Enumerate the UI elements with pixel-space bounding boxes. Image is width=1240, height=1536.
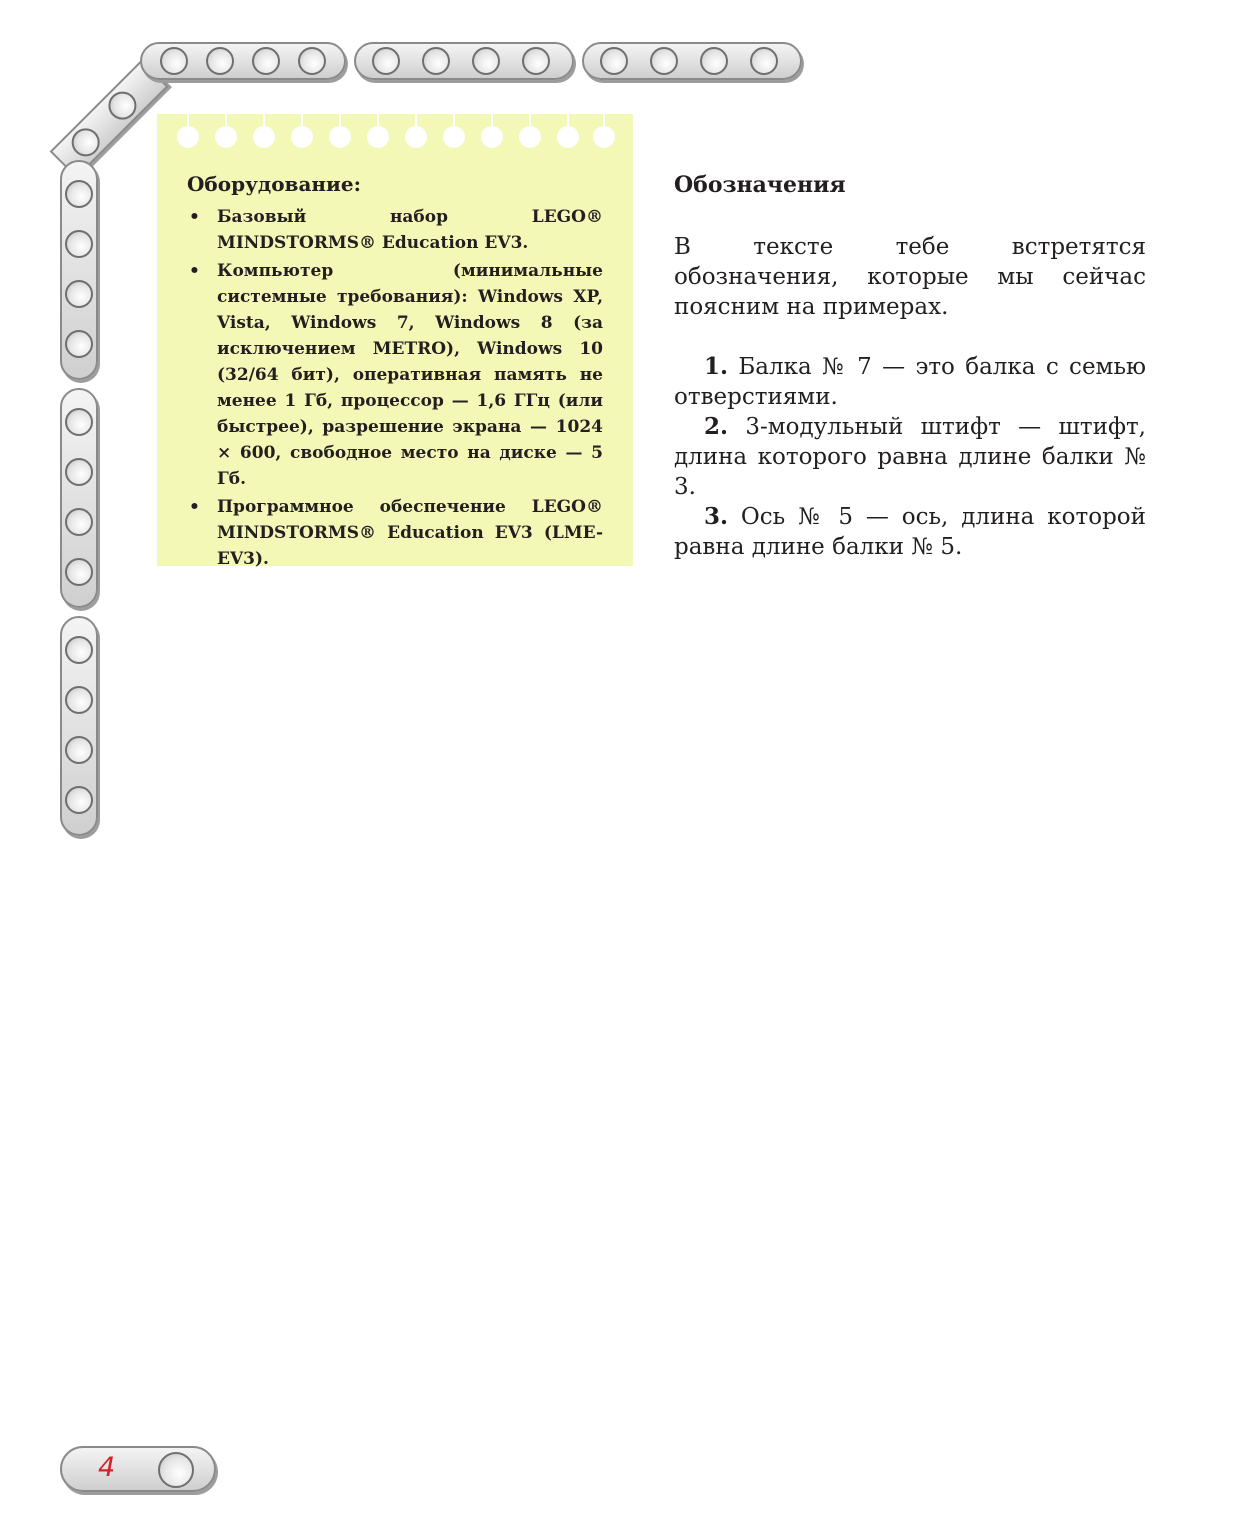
lego-beam-left-2: [60, 388, 98, 608]
definition-number: 2.: [704, 413, 729, 440]
definition-number: 3.: [704, 503, 729, 530]
definitions-list: [674, 352, 1146, 562]
equipment-notepad: [157, 114, 633, 569]
lego-beam-top-1: [140, 42, 346, 80]
lego-beam-top-3: [582, 42, 802, 80]
beam-hole-icon: [65, 686, 93, 714]
notepad-ring-icon: [177, 126, 199, 148]
lego-beam-left-3: [60, 616, 98, 836]
beam-hole-icon: [472, 47, 500, 75]
beam-hole-icon: [65, 230, 93, 258]
beam-hole-icon: [160, 47, 188, 75]
beam-hole-icon: [65, 330, 93, 358]
notepad-ring-icon: [481, 126, 503, 148]
page-number-beam: [60, 1446, 216, 1492]
notepad-ring-icon: [443, 126, 465, 148]
definition-text: 3-модульный штифт — штифт, длина которого равна длине балки № 3.: [674, 414, 1146, 500]
beam-hole-icon: [158, 1452, 194, 1488]
beam-hole-icon: [372, 47, 400, 75]
beam-hole-icon: [600, 47, 628, 75]
beam-hole-icon: [65, 280, 93, 308]
definition-number: 1.: [704, 353, 729, 380]
beam-hole-icon: [252, 47, 280, 75]
beam-hole-icon: [66, 123, 106, 163]
lego-beam-left-1: [60, 160, 98, 380]
beam-hole-icon: [65, 408, 93, 436]
notepad-ring-icon: [291, 126, 313, 148]
notepad-ring-icon: [593, 126, 615, 148]
beam-hole-icon: [700, 47, 728, 75]
beam-hole-icon: [65, 786, 93, 814]
list-item-text: Компьютер (минимальные системные требования): Windows XP, Vista, Windows 7, Windows 8 (за исключением METRO), Windows 10 (32/64 бит), оперативная память не менее 1 Гб, процессор — 1,6 ГГц (или быстрее), разрешение экрана — 1024 × 600, свободное место на диске — 5 Гб.: [217, 261, 603, 489]
notepad-ring-icon: [557, 126, 579, 148]
beam-hole-icon: [103, 86, 143, 126]
definition-item: [674, 502, 1146, 562]
beam-hole-icon: [522, 47, 550, 75]
notepad-ring-icon: [367, 126, 389, 148]
list-item: [187, 204, 603, 256]
beam-hole-icon: [650, 47, 678, 75]
bullet-icon: •: [189, 261, 200, 281]
beam-hole-icon: [65, 558, 93, 586]
lego-beam-top-2: [354, 42, 574, 80]
beam-hole-icon: [65, 180, 93, 208]
equipment-title: Оборудование:: [187, 172, 361, 196]
beam-hole-icon: [206, 47, 234, 75]
notepad-ring-icon: [519, 126, 541, 148]
beam-hole-icon: [65, 636, 93, 664]
notepad-ring-icon: [329, 126, 351, 148]
beam-hole-icon: [750, 47, 778, 75]
bullet-icon: •: [189, 207, 200, 227]
bullet-icon: •: [189, 497, 200, 517]
list-item: [187, 494, 603, 572]
notepad-ring-icon: [253, 126, 275, 148]
list-item-text: Программное обеспечение LEGO® MINDSTORMS® Education EV3 (LME-EV3).: [217, 497, 603, 569]
definition-item: [674, 352, 1146, 412]
list-item-text: Базовый набор LEGO® MINDSTORMS® Education EV3.: [217, 207, 603, 253]
definition-item: [674, 412, 1146, 502]
definition-text: Балка № 7 — это балка с семью отверстиями.: [674, 354, 1146, 410]
equipment-list: [187, 204, 603, 574]
section-title: Обозначения: [674, 172, 846, 198]
beam-hole-icon: [422, 47, 450, 75]
notepad-ring-icon: [405, 126, 427, 148]
beam-hole-icon: [65, 508, 93, 536]
definition-text: Ось № 5 — ось, длина которой равна длине балки № 5.: [674, 504, 1146, 560]
beam-hole-icon: [65, 458, 93, 486]
beam-hole-icon: [298, 47, 326, 75]
page-number: 4: [98, 1452, 116, 1483]
list-item: [187, 258, 603, 492]
intro-paragraph: В тексте тебе встретятся обозначения, которые мы сейчас поясним на примерах.: [674, 234, 1146, 320]
notepad-ring-icon: [215, 126, 237, 148]
beam-hole-icon: [65, 736, 93, 764]
